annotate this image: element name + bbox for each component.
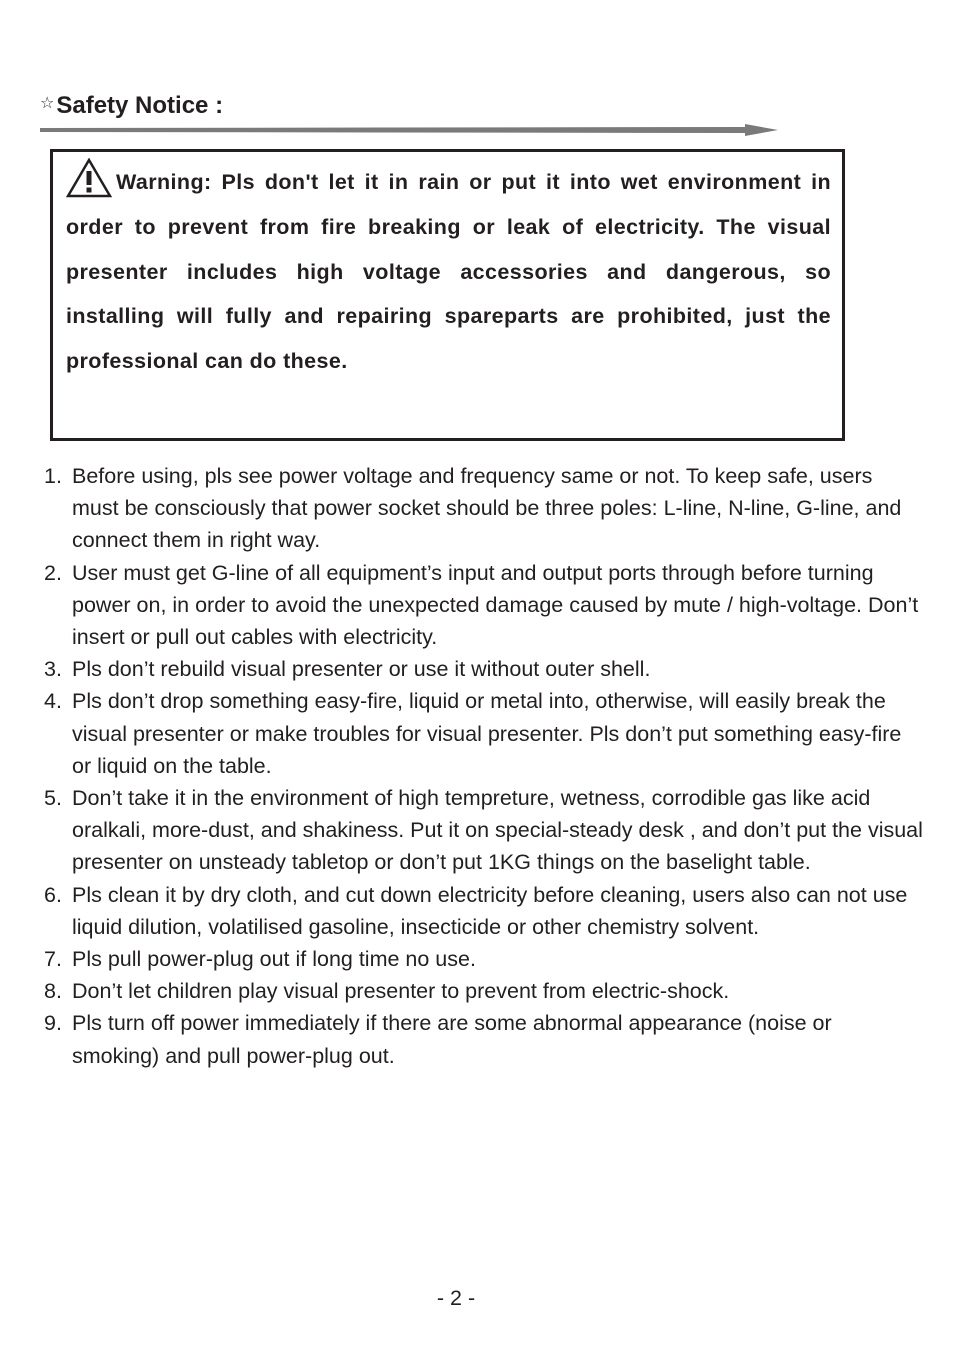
list-item: [44, 975, 924, 1007]
star-icon: ☆: [40, 95, 55, 112]
item-text: Pls don’t drop something easy-fire, liquid or metal into, otherwise, will easily break the visual presenter or make troubles for visual presenter. Pls don’t put something easy-fire or liquid on the table.: [72, 689, 902, 778]
item-text: User must get G-line of all equipment’s input and output ports through before turning power on, in order to avoid the unexpected damage caused by mute / high-voltage. Don’t insert or pull out cables with electricity.: [72, 560, 919, 650]
item-number: 3.: [44, 657, 62, 682]
warning-box: [50, 149, 845, 441]
item-text: Pls don’t rebuild visual presenter or use it without outer shell.: [72, 657, 651, 682]
page-number: - 2 -: [436, 1286, 476, 1310]
item-text: Pls turn off power immediately if there are some abnormal appearance (noise or smoking) and pull power-plug out.: [72, 1011, 832, 1068]
list-item: [44, 685, 924, 782]
list-item: [44, 653, 924, 685]
safety-notice-list: [44, 460, 924, 1072]
list-item: [44, 943, 924, 975]
warning-triangle-icon: [66, 158, 112, 198]
item-number: 6.: [44, 882, 62, 907]
item-number: 7.: [44, 947, 62, 972]
list-item: [44, 460, 924, 557]
item-number: 1.: [44, 464, 62, 488]
item-text: Pls clean it by dry cloth, and cut down electricity before cleaning, users also can not use liquid dilution, volatilised gasoline, insecticide or other chemistry solvent.: [72, 882, 908, 939]
list-item: [44, 879, 924, 943]
item-number: 2.: [44, 560, 62, 585]
item-number: 4.: [44, 689, 62, 714]
list-item: [44, 557, 924, 654]
item-number: 5.: [44, 786, 62, 811]
section-title: Safety Notice :: [56, 92, 224, 119]
item-number: 8.: [44, 979, 62, 1004]
list-item: [44, 1007, 924, 1071]
item-number: 9.: [44, 1011, 62, 1036]
item-text: Don’t let children play visual presenter to prevent from electric-shock.: [72, 979, 730, 1004]
warning-text: Warning: Pls don't let it in rain or put it into wet environment in order to prevent from fire breaking or leak of electricity. The visual presenter includes high voltage accessories and dangerous, so installing will fully and repairing spareparts are prohibited, just the professional can do these.: [66, 170, 831, 374]
heading-underline-arrow: [40, 124, 780, 136]
section-heading: [40, 92, 223, 120]
item-text: Pls pull power-plug out if long time no use.: [72, 947, 476, 972]
list-item: [44, 782, 924, 879]
item-text: Don’t take it in the environment of high tempreture, wetness, corrodible gas like acid oralkali, more-dust, and shakiness. Put it on special-steady desk , and don’t put the visual presenter on unsteady tabletop or don’t put 1KG things on the baselight table.: [72, 786, 923, 875]
item-text: Before using, pls see power voltage and frequency same or not. To keep safe, users must be consciously that power socket should be three poles: L-line, N-line, G-line, and connect them in right way.: [72, 464, 902, 553]
